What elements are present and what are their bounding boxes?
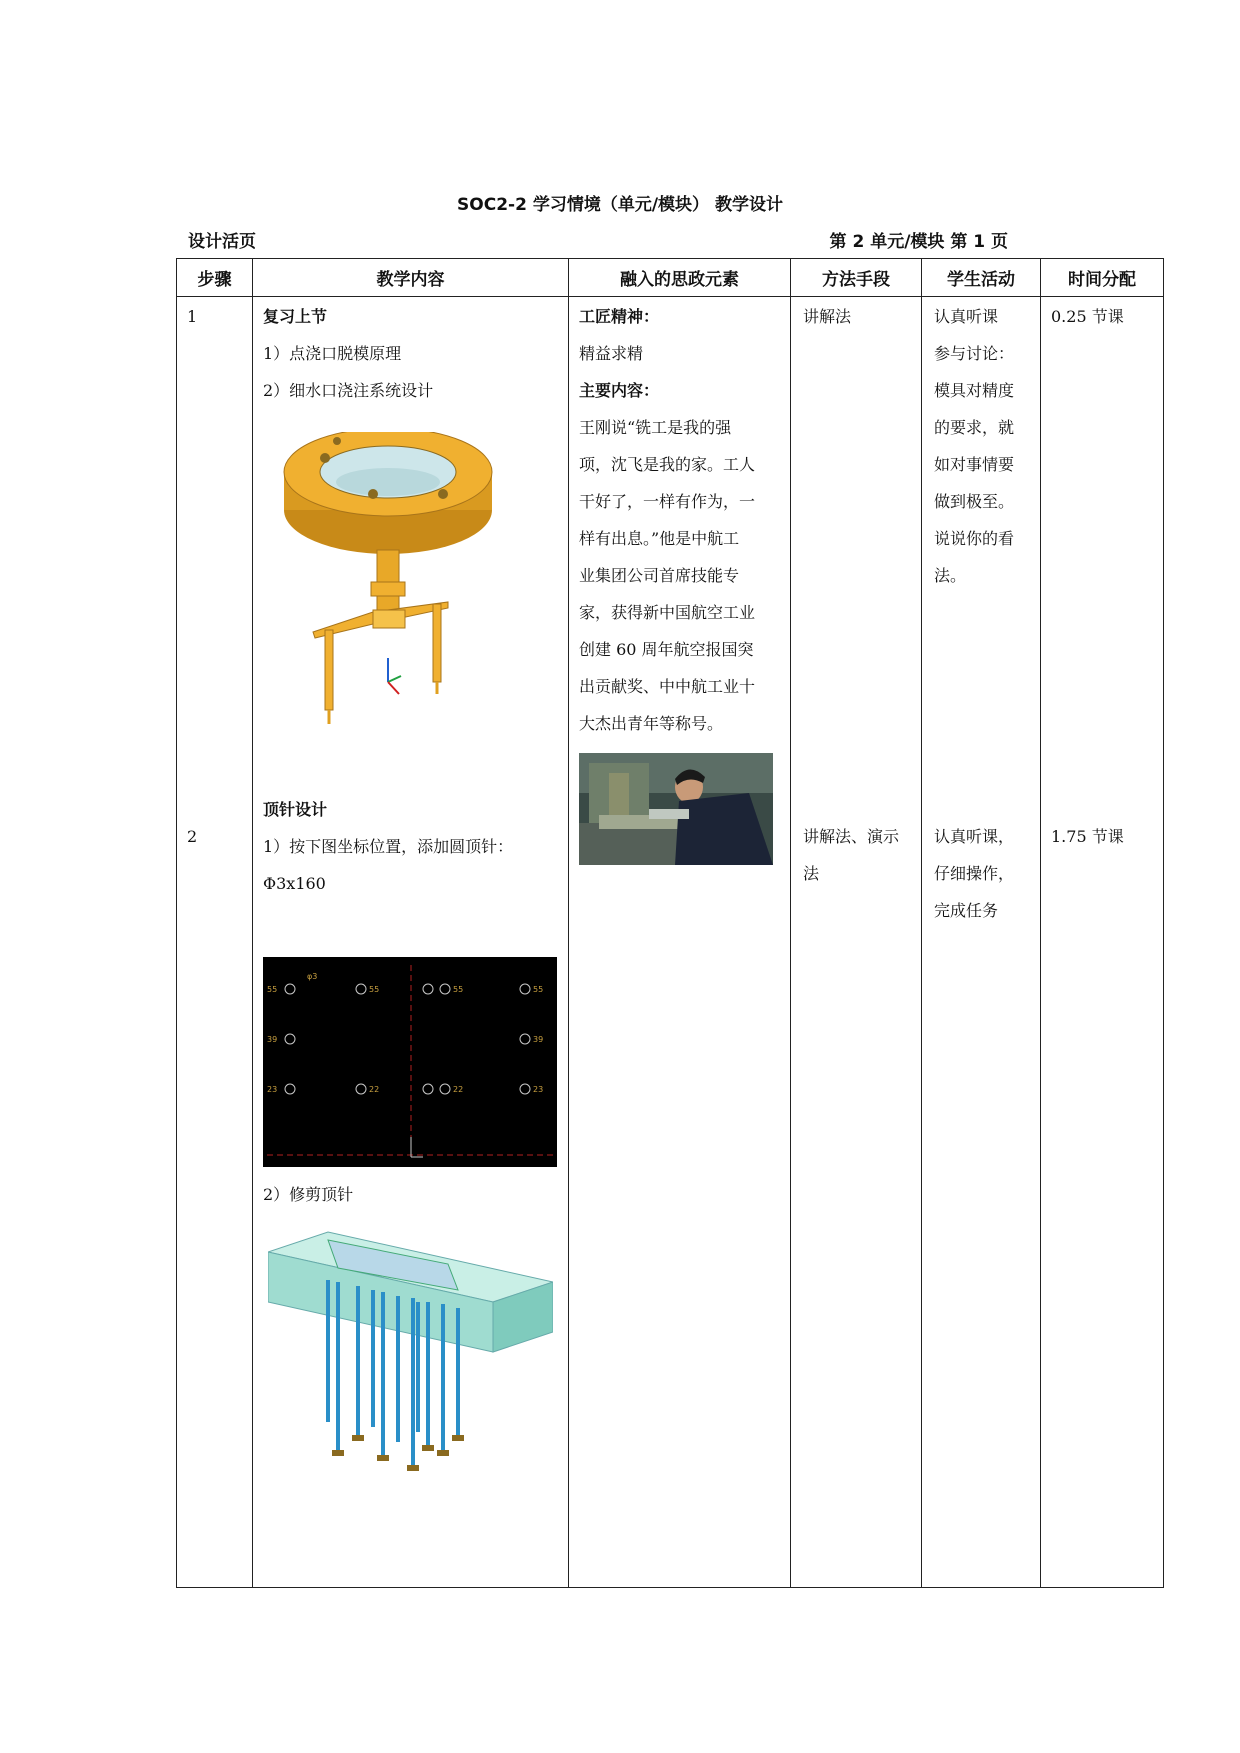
sizheng-text-line: 业集团公司首席技能专 [579,566,740,585]
header-content: 教学内容 [253,259,569,297]
method-1: 讲解法 [803,307,852,326]
sizheng-text-line: 王刚说“铣工是我的强 [579,418,732,437]
ejector-item-2: 2）修剪顶针 [263,1185,354,1204]
sizheng-line1: 精益求精 [579,344,644,363]
lesson-table [176,258,1164,1588]
cad-coordinate-icon [263,957,557,1167]
sizheng-text-line: 干好了，一样有作为，一 [579,492,756,511]
sizheng-text-line: 项，沈飞是我的家。工人 [579,455,756,474]
method-2-line2: 法 [803,864,820,883]
sizheng-text-line: 大杰出青年等称号。 [579,714,724,733]
method-2-line1: 讲解法、演示 [803,827,900,846]
cad-label: 55 [453,985,464,994]
activity-line: 如对事情要 [934,455,1015,474]
cad-label: 22 [453,1085,464,1094]
worker-photo-icon [579,753,773,865]
activity-line: 认真听课， [934,827,1015,846]
ejector-pins-3d-icon [268,1222,553,1472]
header-time: 时间分配 [1041,259,1164,297]
ejector-item-1: 1）按下图坐标位置，添加圆顶针： [263,837,514,856]
activity-line: 参与讨论： [934,344,1015,363]
review-item-1: 1）点浇口脱模原理 [263,344,402,363]
time-1: 0.25 节课 [1051,307,1124,326]
activity-line: 做到极至。 [934,492,1015,511]
sizheng-heading: 工匠精神： [579,307,660,326]
cad-label: 55 [533,985,544,994]
header-method: 方法手段 [791,259,922,297]
subtitle-left: 设计活页 [188,232,256,252]
sizheng-text-line: 创建 60 周年航空报国突 [579,640,754,659]
cad-label: φ3 [307,972,318,981]
activity-line: 仔细操作， [934,864,1015,883]
sizheng-text-line: 出贡献奖、中中航工业十 [579,677,756,696]
sizheng-text-line: 家，获得新中国航空工业 [579,603,756,622]
cad-label: 55 [369,985,380,994]
activity-line: 认真听课 [934,307,999,326]
ejector-spec: Φ3x160 [263,874,326,893]
step-1: 1 [187,307,198,326]
step-2: 2 [187,827,198,846]
review-item-2: 2）细水口浇注系统设计 [263,381,434,400]
cad-label: 55 [267,985,278,994]
time-2: 1.75 节课 [1051,827,1124,846]
document-title: SOC2-2 学习情境（单元/模块） 教学设计 [457,195,783,215]
cad-label: 39 [533,1035,544,1044]
table-row [177,297,1164,1588]
sizheng-heading2: 主要内容： [579,381,660,400]
activity-line: 完成任务 [934,901,999,920]
activity-line: 模具对精度 [934,381,1015,400]
sizheng-text-line: 样有出息。”他是中航工 [579,529,740,548]
header-sizheng: 融入的思政元素 [569,259,791,297]
ejector-heading: 顶针设计 [263,800,328,819]
cad-label: 22 [369,1085,380,1094]
activity-line: 的要求，就 [934,418,1015,437]
header-step: 步骤 [177,259,253,297]
activity-line: 法。 [934,566,967,585]
cad-label: 39 [267,1035,278,1044]
activity-line: 说说你的看 [934,529,1015,548]
table-header-row [177,259,1164,297]
subtitle-right: 第 2 单元/模块 第 1 页 [829,232,1008,252]
mold-runner-3d-icon [273,432,503,732]
cad-label: 23 [533,1085,544,1094]
cad-label: 23 [267,1085,278,1094]
review-heading: 复习上节 [263,307,328,326]
header-activity: 学生活动 [922,259,1041,297]
